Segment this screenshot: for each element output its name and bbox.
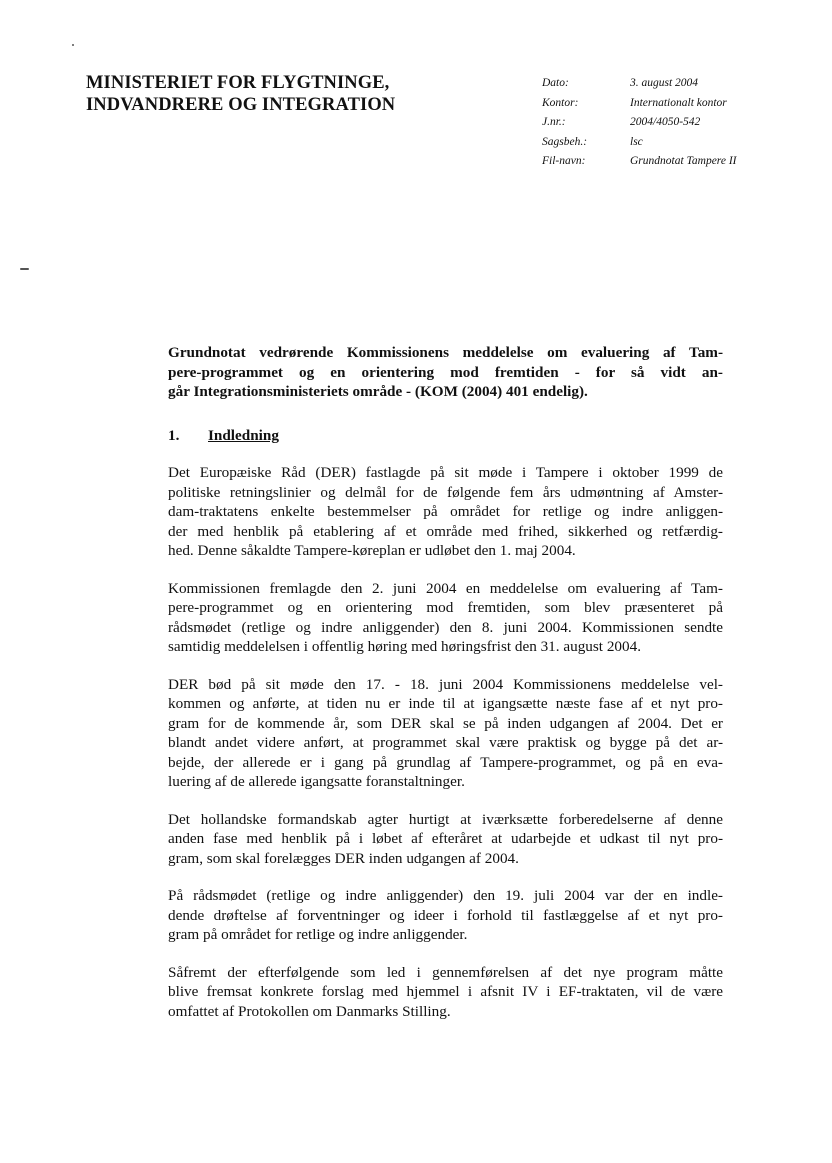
meta-label: Fil-navn: (542, 155, 586, 168)
meta-label: Sagsbeh.: (542, 135, 588, 148)
meta-value: lsc (630, 135, 643, 148)
paragraph-line: DER bød på sit møde den 17. - 18. juni 2004 Kommissionens meddelelse vel- (168, 675, 723, 693)
section-number: 1. (168, 426, 180, 444)
paragraph-3 (168, 675, 723, 792)
paragraph-line: blandt andet videre anført, at programmet skal være praktisk og bygge på det ar- (168, 734, 723, 751)
paragraph-5 (168, 886, 723, 945)
ministry-line-1: MINISTERIET FOR FLYGTNINGE, (86, 73, 390, 93)
meta-row-date (542, 74, 736, 94)
paragraph-line: rådsmødet (retlige og indre anliggender) den 8. juni 2004. Kommissionen sendte (168, 618, 723, 636)
paragraph-line: pere-programmet og en orientering mod fremtiden, som blev præsenteret på (168, 599, 723, 616)
title-line: Grundnotat vedrørende Kommissionens meddelelse om evaluering af Tam- (168, 344, 723, 361)
ministry-line-2: INDVANDRERE OG INTEGRATION (86, 95, 396, 115)
ministry-name (86, 72, 395, 116)
meta-value: 3. august 2004 (630, 77, 699, 89)
meta-row-case-officer (542, 133, 736, 153)
paragraph-line: der med henblik på etablering af et område med frihed, sikkerhed og retfærdig- (168, 522, 723, 540)
meta-label: Dato: (542, 77, 569, 89)
paragraph-6 (168, 963, 723, 1022)
document-metadata (542, 74, 736, 172)
paragraph-line: kommen og anførte, at tiden nu er inde til at igangsætte næste fase af et nyt pro- (168, 695, 723, 712)
scan-speck (20, 268, 29, 270)
paragraph-line: gram for de kommende år, som DER skal se på inden udgangen af 2004. Det er (168, 714, 723, 732)
section-heading (168, 426, 723, 446)
paragraph-1 (168, 463, 723, 561)
meta-label: J.nr.: (542, 116, 566, 129)
document-body (168, 343, 723, 1021)
meta-row-filename (542, 152, 736, 172)
paragraph-4 (168, 810, 723, 869)
paragraph-line: Det Europæiske Råd (DER) fastlagde på sit møde i Tampere i oktober 1999 de (168, 464, 723, 481)
meta-row-journal-number (542, 113, 736, 133)
paragraph-line: samtidig meddelelsen i offentlig høring med høringsfrist den 31. august 2004. (168, 638, 641, 655)
paragraph-line: politiske retningslinier og delmål for de følgende fem års udmøntning af Amster- (168, 483, 723, 501)
meta-label: Kontor: (542, 96, 579, 109)
meta-value: 2004/4050-542 (630, 116, 701, 129)
document-title (168, 343, 723, 402)
meta-row-office (542, 94, 736, 114)
section-title: Indledning (208, 426, 279, 444)
paragraph-line: blive fremsat konkrete forslag med hjemmel i afsnit IV i EF-traktaten, vil de være (168, 983, 723, 1000)
paragraph-line: Kommissionen fremlagde den 2. juni 2004 en meddelelse om evaluering af Tam- (168, 579, 723, 597)
paragraph-2 (168, 579, 723, 657)
title-line: går Integrationsministeriets område - (KOM (2004) 401 endelig). (168, 383, 588, 400)
paragraph-line: Såfremt der efterfølgende som led i gennemførelsen af det nye program måtte (168, 963, 723, 981)
paragraph-line: bejde, der allerede er i gang på grundlag af Tampere-programmet, og på en eva- (168, 753, 723, 771)
paragraph-line: gram på området for retlige og indre anliggender. (168, 926, 468, 943)
paragraph-line: hed. Denne såkaldte Tampere-køreplan er udløbet den 1. maj 2004. (168, 542, 576, 559)
paragraph-line: anden fase med henblik på i løbet af efteråret at udarbejde et udkast til nyt pro- (168, 830, 723, 847)
paragraph-line: luering af de allerede igangsatte foranstaltninger. (168, 773, 465, 790)
paragraph-line: Det hollandske formandskab agter hurtigt at iværksætte forberedelserne af denne (168, 810, 723, 828)
paragraph-line: dende drøftelse af forventninger og ideer i forhold til fastlæggelse af et nyt pro- (168, 906, 723, 924)
meta-value: Grundnotat Tampere II (630, 155, 737, 168)
meta-value: Internationalt kontor (630, 96, 727, 109)
paragraph-line: På rådsmødet (retlige og indre anliggender) den 19. juli 2004 var der en indle- (168, 887, 723, 904)
paragraph-line: gram, som skal forelægges DER inden udgangen af 2004. (168, 849, 519, 867)
paragraph-line: dam-traktatens enkelte bestemmelser på området for retlige og indre anliggen- (168, 503, 723, 520)
title-line: pere-programmet og en orientering mod fremtiden - for så vidt an- (168, 363, 723, 381)
scan-speck (72, 44, 74, 46)
paragraph-line: omfattet af Protokollen om Danmarks Stilling. (168, 1002, 451, 1020)
